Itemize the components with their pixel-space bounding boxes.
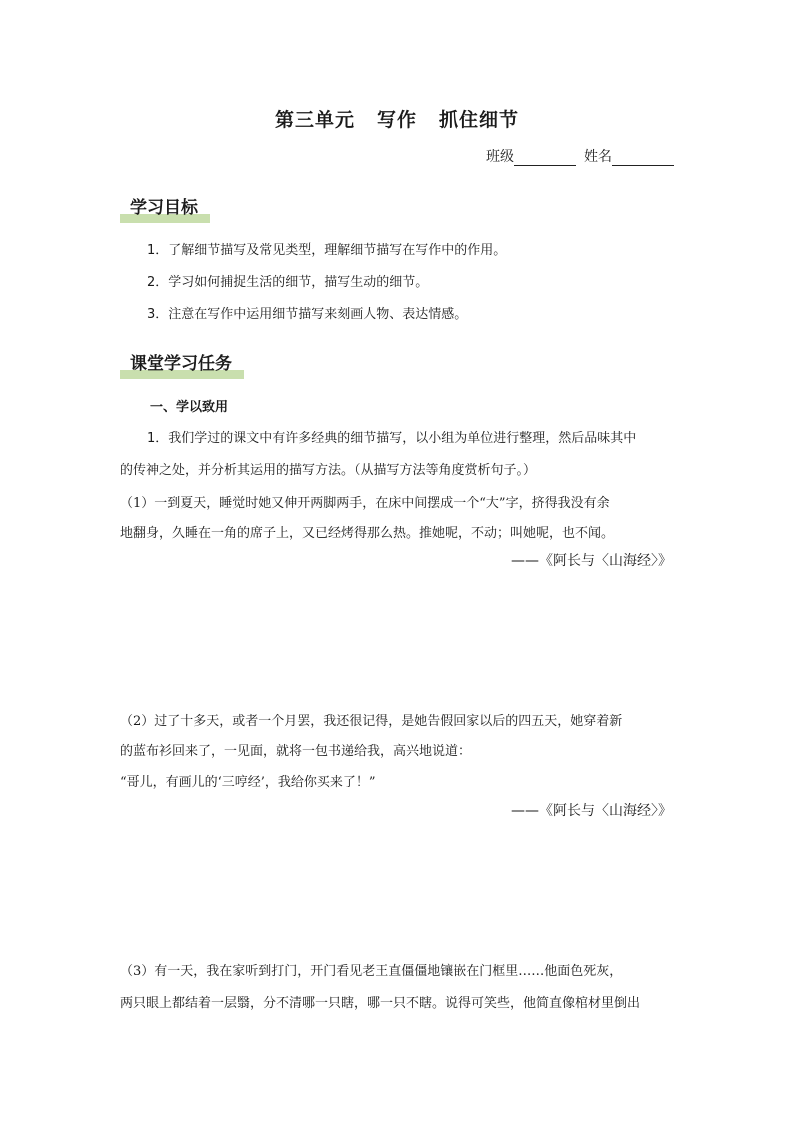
passage-source: ——《阿长与〈山海经〉》 (511, 803, 672, 819)
class-label: 班级 (486, 149, 514, 165)
title-writing: 写作 (376, 109, 417, 131)
goal-item: 2．学习如何捕捉生活的细节，描写生动的细节。 (147, 275, 429, 290)
task-intro-line: 的传神之处，并分析其运用的描写方法。（从描写方法等角度赏析句子。） (120, 463, 537, 478)
section-heading-tasks: 课堂学习任务 (120, 349, 244, 374)
passage-line: （2）过了十多天，或者一个月罢，我还很记得，是她告假回家以后的四五天，她穿着新 (120, 714, 623, 729)
name-label: 姓名 (584, 149, 612, 165)
page-title (0, 105, 794, 132)
passage-line: 两只眼上都结着一层翳，分不清哪一只瞎，哪一只不瞎。说得可笑些，他简直像棺材里倒出 (120, 996, 641, 1011)
title-topic: 抓住细节 (439, 109, 520, 131)
name-blank[interactable] (612, 151, 674, 166)
passage-line: （3）有一天，我在家听到打门，开门看见老王直僵僵地镶嵌在门框里……他面色死灰， (120, 964, 623, 979)
section-heading-goals: 学习目标 (120, 193, 210, 218)
subheading: 一、学以致用 (150, 400, 229, 415)
passage-source: ——《阿长与〈山海经〉》 (511, 553, 672, 569)
passage-line: 的蓝布衫回来了，一见面，就将一包书递给我，高兴地说道： (120, 744, 472, 759)
goal-item: 3．注意在写作中运用细节描写来刻画人物、表达情感。 (147, 307, 468, 322)
task-intro-line: 1．我们学过的课文中有许多经典的细节描写，以小组为单位进行整理，然后品味其中 (147, 431, 637, 446)
title-unit: 第三单元 (274, 109, 355, 131)
passage-line: “哥儿，有画儿的‘三哼经’，我给你买来了！” (120, 775, 376, 790)
passage-line: 地翻身，久睡在一角的席子上，又已经烤得那么热。推她呢，不动；叫她呢，也不闻。 (120, 526, 615, 541)
class-name-line (486, 146, 674, 166)
class-blank[interactable] (514, 151, 576, 166)
passage-line: （1）一到夏天，睡觉时她又伸开两脚两手，在床中间摆成一个“大”字，挤得我没有余 (120, 496, 610, 511)
goal-item: 1．了解细节描写及常见类型，理解细节描写在写作中的作用。 (147, 243, 507, 258)
